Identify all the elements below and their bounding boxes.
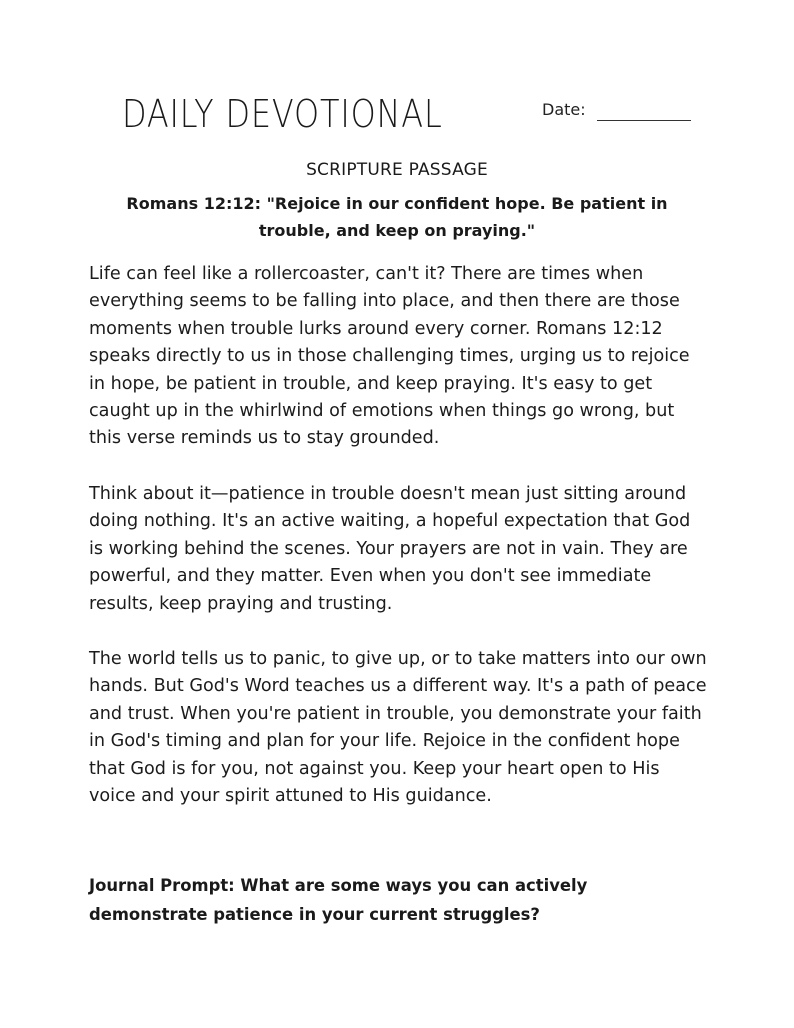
scripture-passage: Romans 12:12: "Rejoice in our confident hope. Be patient in trouble, and keep on praying." (126, 194, 668, 240)
date-blank-line[interactable] (597, 120, 691, 121)
page-title: DAILY DEVOTIONAL (122, 92, 443, 136)
scripture-heading: SCRIPTURE PASSAGE (306, 160, 488, 180)
devotional-paragraph-3: The world tells us to panic, to give up, or to take matters into our own hands. But God's Word teaches us a different way. It's a path of peace and trust. When you're patient in trouble, you demonstrate your faith in God's timing and plan for your life. Rejoice in the confident hope that God is for you, not against you. Keep your heart open to His voice and your spirit attuned to His guidance. (89, 649, 707, 807)
journal-prompt: Journal Prompt: What are some ways you can actively demonstrate patience in your current struggles? (89, 876, 588, 924)
devotional-paragraph-1: Life can feel like a rollercoaster, can't it? There are times when everything seems to be falling into place, and then there are those moments when trouble lurks around every corner. Romans 12:12 speaks directly to us in those challenging times, urging us to rejoice in hope, be patient in trouble, and keep praying. It's easy to get caught up in the whirlwind of emotions when things go wrong, but this verse reminds us to stay grounded. (89, 264, 690, 449)
date-label: Date: (542, 100, 586, 119)
devotional-paragraph-2: Think about it—patience in trouble doesn't mean just sitting around doing nothing. It's an active waiting, a hopeful expectation that God is working behind the scenes. Your prayers are not in vain. They are powerful, and they matter. Even when you don't see immediate results, keep praying and trusting. (89, 484, 691, 614)
